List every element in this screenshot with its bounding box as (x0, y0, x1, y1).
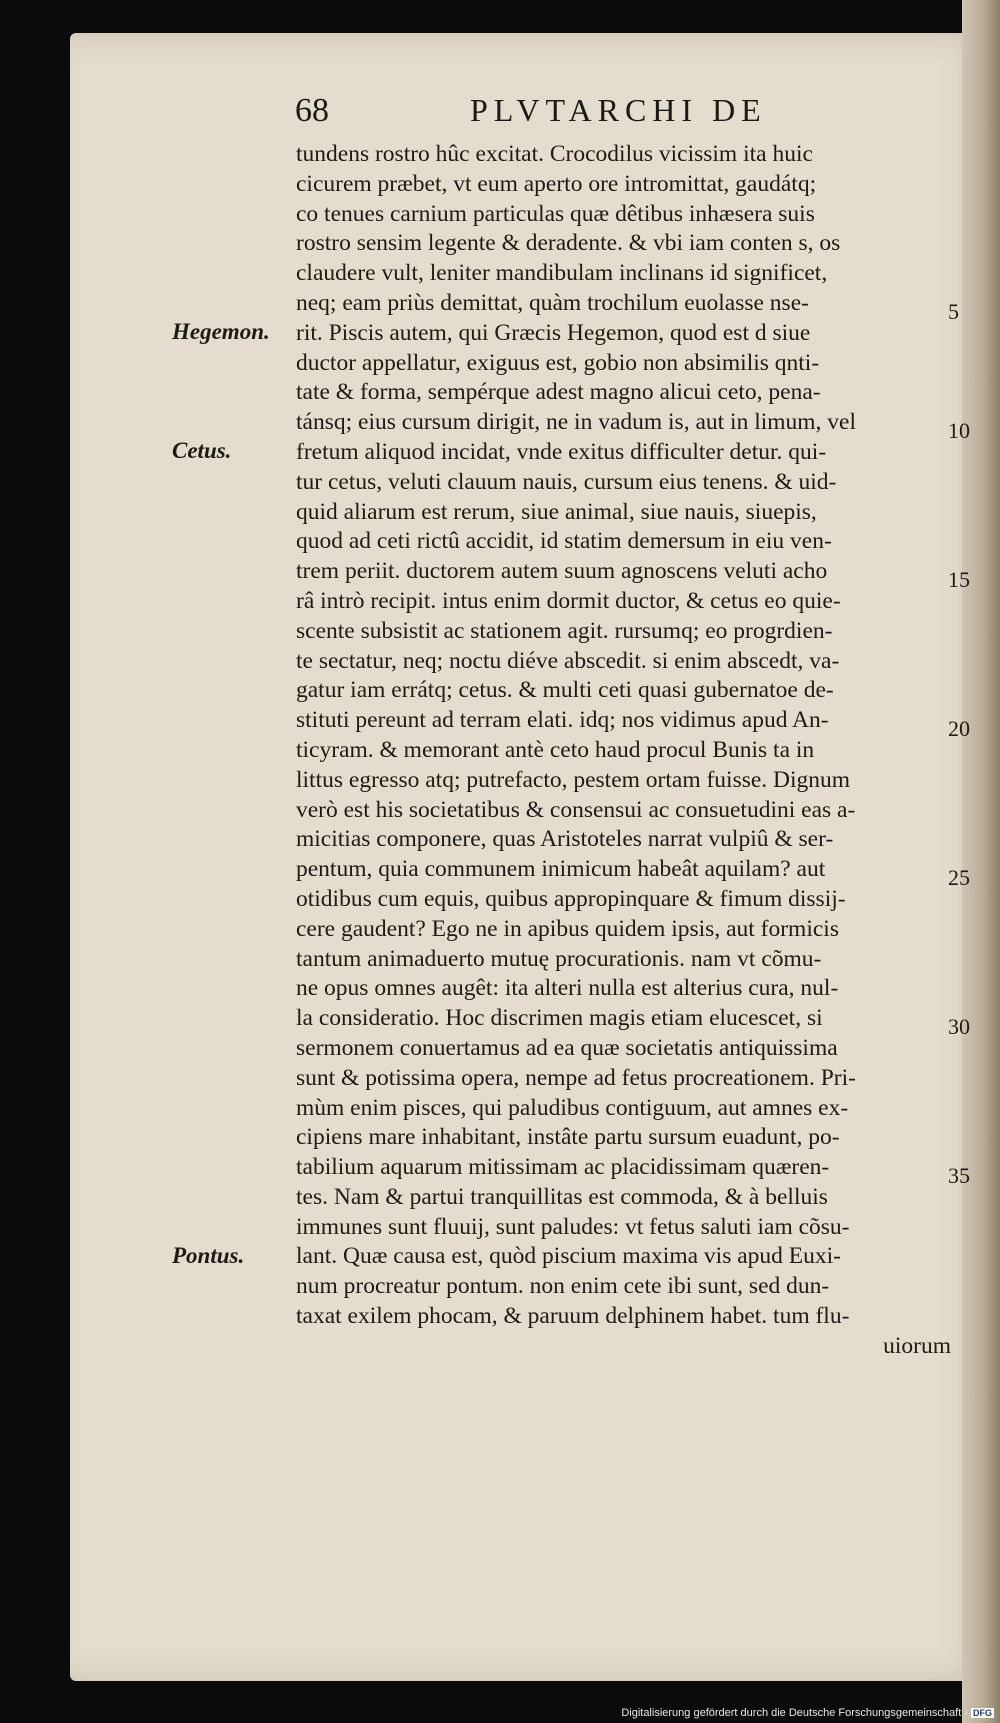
text-line: quid aliarum est rerum, siue animal, siue nauis, siuepis, (296, 498, 817, 525)
text-line: quod ad ceti rictû accidit, id statim demersum in eiu ven- (296, 528, 832, 555)
line-number: 35 (948, 1163, 970, 1189)
text-line: la consideratio. Hoc discrimen magis etiam elucescet, si (296, 1005, 823, 1032)
line-number: 10 (948, 418, 970, 444)
text-line: te sectatur, neq; noctu diéve abscedit. si enim abscedt, va- (296, 647, 840, 674)
margin-note: Hegemon. (172, 318, 270, 344)
text-line: tate & forma, sempérque adest magno alicui ceto, pena- (296, 379, 821, 406)
text-line: scente subsistit ac stationem agit. rursumq; eo progrdien- (296, 617, 833, 644)
text-line: pentum, quia communem inimicum habeât aquilam? aut (296, 856, 826, 883)
text-line: stituti pereunt ad terram elati. idq; nos vidimus apud An- (296, 707, 829, 734)
margin-note: Cetus. (172, 438, 232, 463)
text-line: trem periit. ductorem autem suum agnoscens veluti acho (296, 558, 828, 585)
line-number: 15 (948, 567, 970, 593)
page-number: 68 (295, 92, 329, 129)
text-line: littus egresso atq; putrefacto, pestem ortam fuisse. Dignum (296, 766, 851, 793)
text-line: sermonem conuertamus ad ea quæ societatis antiquissima (296, 1034, 838, 1061)
text-line: fretum aliquod incidat, vnde exitus difficulter detur. qui- (296, 438, 827, 465)
footer-credit (621, 1707, 994, 1719)
catchword: uiorum (883, 1332, 951, 1359)
text-line: tur cetus, veluti clauum nauis, cursum eius tenens. & uid- (296, 468, 837, 495)
text-line: tánsq; eius cursum dirigit, ne in vadum is, aut in limum, vel (296, 409, 857, 436)
text-line: claudere vult, leniter mandibulam inclinans id significet, (296, 260, 828, 287)
text-line: sunt & potissima opera, nempe ad fetus procreationem. Pri- (296, 1064, 856, 1091)
text-line: ductor appellatur, exiguus est, gobio non absimilis qnti- (296, 349, 820, 376)
line-number: 25 (948, 865, 970, 891)
text-line: rostro sensim legente & deradente. & vbi iam conten s, os (296, 230, 841, 257)
running-title: PLVTARCHI DE (470, 92, 767, 128)
text-line: tabilium aquarum mitissimam ac placidissimam quæren- (296, 1154, 830, 1181)
text-line: verò est his societatibus & consensui ac consuetudini eas a- (296, 796, 856, 823)
text-line: tantum animaduerto mutuę procurationis. nam vt cõmu- (296, 945, 822, 972)
text-line: taxat exilem phocam, & paruum delphinem habet. tum flu- (296, 1303, 850, 1330)
text-line: immunes sunt fluuij, sunt paludes: vt fetus saluti iam cõsu- (296, 1213, 850, 1240)
page-header (295, 92, 795, 136)
text-line: cipiens mare inhabitant, instâte partu sursum euadunt, po- (296, 1124, 840, 1151)
margin-note: Pontus. (172, 1242, 245, 1268)
line-number: 30 (948, 1014, 970, 1040)
text-line: gatur iam errátq; cetus. & multi ceti quasi gubernatoe de- (296, 677, 834, 704)
text-line: otidibus cum equis, quibus appropinquare & fimum dissij- (296, 885, 846, 912)
page-edge (962, 0, 1000, 1723)
text-line: co tenues carnium particulas quæ dêtibus inhæsera suis (296, 200, 815, 227)
text-line: râ intrò recipit. intus enim dormit ductor, & cetus eo quie- (296, 587, 841, 614)
footer-text: Digitalisierung gefördert durch die Deutsche Forschungsgemeinschaft - (621, 1707, 968, 1719)
text-line: mùm enim pisces, qui paludibus contiguum, aut amnes ex- (296, 1094, 849, 1121)
text-line: lant. Quæ causa est, quòd piscium maxima vis apud Euxi- (296, 1243, 841, 1270)
dfg-logo: DFG (973, 1708, 992, 1718)
text-line: tundens rostro hûc excitat. Crocodilus vicissim ita huic (296, 141, 813, 167)
text-line: rit. Piscis autem, qui Græcis Hegemon, quod est d siue (296, 319, 811, 346)
text-line: micitias componere, quas Aristoteles narrat vulpiû & ser- (296, 826, 834, 853)
text-line: num procreatur pontum. non enim cete ibi sunt, sed dun- (296, 1273, 830, 1300)
text-line: cicurem præbet, vt eum aperto ore intromittat, gaudátq; (296, 170, 817, 197)
text-line: cere gaudent? Ego ne in apibus quidem ipsis, aut formicis (296, 915, 839, 942)
text-line: ticyram. & memorant antè ceto haud procul Bunis ta in (296, 736, 815, 763)
text-line: tes. Nam & partui tranquillitas est commoda, & à belluis (296, 1183, 828, 1210)
line-number: 20 (948, 716, 970, 742)
line-number: 5 (948, 299, 959, 324)
text-line: neq; eam priùs demittat, quàm trochilum euolasse nse- (296, 289, 809, 316)
text-line: ne opus omnes augêt: ita alteri nulla est alterius cura, nul- (296, 975, 839, 1002)
main-text (296, 140, 951, 1362)
